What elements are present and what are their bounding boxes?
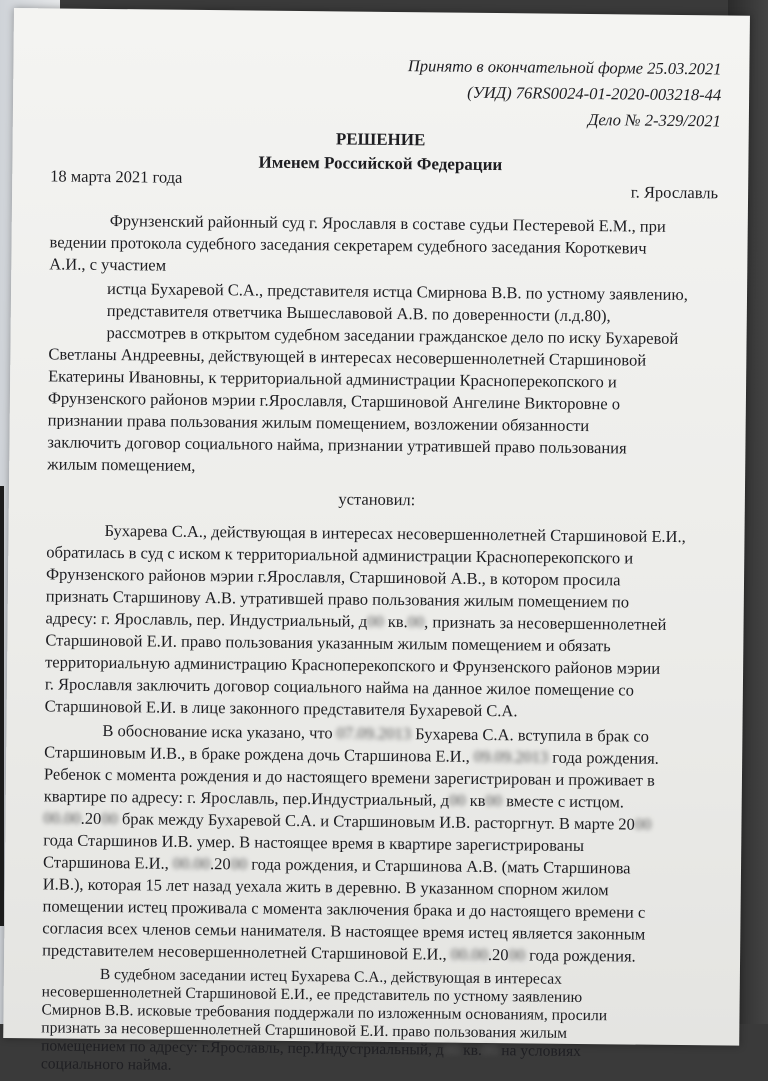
redacted-value: 00 <box>485 790 503 811</box>
intro-line: рассмотрев в открытом судебном заседании гражданское дело по иску Бухаревой <box>106 322 679 348</box>
document-subtitle: Именем Российской Федерации <box>258 152 503 175</box>
address-text: кв. <box>387 611 408 632</box>
decision-date: 18 марта 2021 года <box>50 166 183 187</box>
redacted-value: 00 <box>634 814 652 834</box>
body-line: признать Старшинову А.В. утратившей право пользования жилым помещением по <box>45 586 630 612</box>
body-line: согласия всех членов семьи нанимателя. В настоящее время истец является законным <box>42 918 646 944</box>
body-line: года Старшинов И.В. умер. В настоящее время в квартире зарегистрированы <box>43 830 585 856</box>
redacted-value: 00.00 <box>172 853 211 874</box>
redacted-value: 00.00 <box>450 944 489 965</box>
body-text: кв. <box>463 1041 482 1059</box>
body-text: представителем несовершеннолетней Старшиновой Е.И., <box>42 940 447 964</box>
body-text: кв <box>469 790 486 810</box>
body-text: года рождения. <box>529 945 636 966</box>
address-text: , признать за несовершеннолетней <box>424 612 667 634</box>
intro-line: признании права пользования жилым помещением, возложении обязанности <box>47 410 590 436</box>
body-line: Ребенок с момента рождения и до настоящего времени зарегистрирован и проживает в <box>43 764 655 790</box>
body-line <box>44 786 624 811</box>
intro-line: Екатерины Ивановны, к территориальной администрации Красноперекопского и <box>48 366 617 392</box>
redacted-value: 00 <box>367 611 384 631</box>
redacted-value: 09.09.2013 <box>473 746 549 767</box>
intro-line: Фрунзенский районный суд г. Ярославля в составе судьи Пестеревой Е.М., при <box>109 211 666 236</box>
body-line: Фрунзенского районов мэрии г.Ярославля, Старшиновой А.В., в котором просила <box>45 564 621 590</box>
redacted-value: 00 <box>407 612 425 632</box>
accepted-date: Принято в окончательной форме 25.03.2021 <box>407 56 722 79</box>
body-line <box>42 940 636 966</box>
body-text: квартире по адресу: г. Ярославль, пер.Индустриальный, д <box>43 786 450 810</box>
redacted-value: 00 <box>448 790 466 810</box>
body-text: Старшиновым И.В., в браке рождена дочь Старшинова Е.И., <box>44 742 470 766</box>
body-line: социального найма. <box>40 1055 172 1074</box>
body-line: Старшиновой Е.И. в лице законного представителя Бухаревой С.А. <box>44 696 518 721</box>
redacted-value: 00 <box>481 1041 498 1060</box>
body-line <box>43 852 631 878</box>
case-number: Дело № 2-329/2021 <box>587 110 721 131</box>
address-text: адресу: г. Ярославль, пер. Индустриальный, д <box>45 608 368 631</box>
body-line: В судебном заседании истец Бухарева С.А., действующая в интересах <box>99 965 562 988</box>
case-uid: (УИД) 76RS0024-01-2020-003218-44 <box>467 82 722 105</box>
body-text: года рождения, и Старшинова А.В. (мать Старшинова <box>251 854 631 878</box>
body-text: .20 <box>209 854 231 874</box>
body-text: В обоснование иска указано, что <box>102 720 333 743</box>
document-title: РЕШЕНИЕ <box>335 129 426 150</box>
body-line: обратилась в суд с иском к территориальной администрации Красноперекопского и <box>46 542 634 568</box>
intro-line: Светланы Андреевны, действующей в интересах несовершеннолетней Старшиновой <box>48 344 647 370</box>
body-line: помещении истец проживала с момента заключения брака и до настоящего времени с <box>42 896 646 922</box>
body-text: .20 <box>487 945 509 965</box>
body-text: года рождения. <box>552 747 659 768</box>
body-line: Старшиновой Е.И. право пользования указанным жилым помещением и обязать <box>45 630 611 656</box>
established-heading: установил: <box>338 489 416 510</box>
body-line <box>43 808 651 834</box>
body-text: брак между Бухаревой С.А. и Старшиновым И.В. расторгнут. В марте 20 <box>121 809 635 834</box>
body-text: вместе с истцом. <box>506 791 625 812</box>
body-text: .20 <box>80 808 102 828</box>
body-line: несовершеннолетней Старшиновой Е.И., ее представитель по устному заявлению <box>41 983 583 1007</box>
redacted-value: 00 <box>230 854 248 874</box>
left-margin-mark <box>0 486 4 926</box>
body-line: г. Ярославля заключить договор социального найма на данное жилое помещение со <box>44 674 635 700</box>
redacted-value: 00 <box>508 945 526 965</box>
intro-line: истца Бухаревой С.А., представителя истца Смирнова В.В. по устному заявлению, <box>106 278 688 305</box>
decision-city: г. Ярославль <box>630 182 719 203</box>
body-line: И.В.), которая 15 лет назад уехала жить в деревню. В указанном спорном жилом <box>42 874 609 900</box>
intro-line: представителя ответчика Вышеславовой А.В. по доверенности (л.д.80), <box>106 300 611 326</box>
redacted-value: 07.09.2013 <box>336 723 412 744</box>
intro-line: ведении протокола судебного заседания секретарем судебного заседания Короткевич <box>49 232 647 258</box>
redacted-value: 00.00 <box>43 808 81 828</box>
redacted-value: 00 <box>101 808 118 829</box>
body-text: Бухарева С.А. вступила в брак со <box>415 724 650 746</box>
redacted-value: 00 <box>443 1041 460 1059</box>
body-text: Старшинова Е.И., <box>42 852 169 873</box>
body-line: Смирнов В.В. исковые требования поддержали по изложенным основаниям, просили <box>41 1001 608 1025</box>
body-text: на условиях <box>501 1042 582 1060</box>
body-line: территориальную администрацию Красноперекопского и Фрунзенского районов мэрии <box>45 652 661 678</box>
body-line: признать за несовершеннолетней Старшиновой Е.И. право пользования жилым <box>41 1019 568 1042</box>
intro-line: жилым помещением, <box>47 454 196 475</box>
intro-line: А.И., с участием <box>49 254 167 275</box>
intro-line: заключить договор социального найма, признании утратившей право пользования <box>47 432 627 458</box>
body-line <box>44 742 659 768</box>
body-line <box>102 721 649 746</box>
body-text: помещением по адресу: г.Ярославль, пер.Индустриальный, д <box>41 1037 444 1059</box>
body-line: Бухарева С.А., действующая в интересах несовершеннолетней Старшиновой Е.И., <box>104 520 686 547</box>
intro-line: Фрунзенского районов мэрии г.Ярославля, Старшиновой Ангелине Викторовне о <box>47 388 621 414</box>
document-page <box>3 8 750 1074</box>
